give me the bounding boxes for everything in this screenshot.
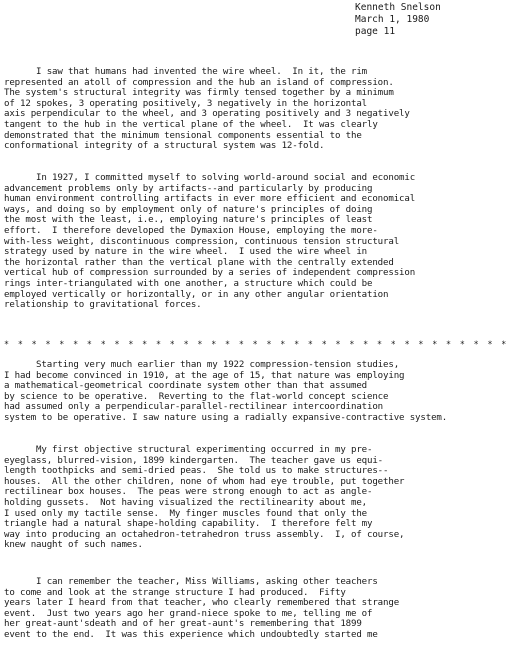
text-line: rectilinear box houses. The peas were strong enough to act as angle- [4, 486, 373, 498]
paragraph-dymaxion-house [4, 173, 512, 311]
text-line: My first objective structural experimenting occurred in my pre- [4, 444, 373, 455]
text-line: employed vertically or horizontally, or in any other angular orientation [4, 288, 389, 300]
author-name: Kenneth Snelson [355, 2, 441, 13]
text-line: way into producing an octahedron-tetrahedron truss assembly. I, of course, [4, 528, 405, 540]
text-line: In 1927, I committed myself to solving world-around social and economic [4, 172, 416, 183]
text-line: triangle had a natural shape-holding capability. I therefore felt my [4, 518, 373, 530]
text-line: human environment controlling artifacts in ever more efficient and economical [4, 193, 416, 205]
asterisk-divider: * * * * * * * * * * * * * * * * * * * * * * * * * * * * * * * * * * * * * [4, 339, 509, 350]
text-line: with-less weight, discontinuous compression, continuous tension structural [4, 235, 400, 247]
text-line: axis perpendicular to the wheel, and 3 operating positively and 3 negatively [4, 108, 410, 120]
text-line: the most with the least, i.e., employing nature's principles of least [4, 214, 373, 226]
text-line: a mathematical-geometrical coordinate system other than that assumed [4, 380, 368, 392]
text-line: event. Just two years ago her grand-niece spoke to me, telling me of [4, 607, 373, 619]
text-line: Starting very much earlier than my 1922 compression-tension studies, [4, 359, 400, 370]
paragraph-coordinate-system [4, 360, 512, 424]
text-line: The system's structural integrity was firmly tensed together by a minimum [4, 87, 394, 99]
text-line: by science to be operative. Reverting to the flat-world concept science [4, 390, 389, 402]
text-line: I had become convinced in 1910, at the age of 15, that nature was employing [4, 369, 405, 381]
text-line: houses. All the other children, none of whom had eye trouble, put together [4, 475, 405, 487]
text-line: her great-aunt'sdeath and of her great-aunt's remembering that 1899 [4, 618, 362, 630]
paragraph-wire-wheel [4, 67, 512, 152]
text-line: the horizontal rather than the vertical plane with the centrally extended [4, 256, 394, 268]
text-line: event to the end. It was this experience which undoubtedly started me [4, 628, 378, 640]
text-line: relationship to gravitational forces. [4, 299, 202, 311]
text-line: conformational integrity of a structural system was 12-fold. [4, 140, 325, 152]
page-number: page 11 [355, 26, 396, 37]
text-line: demonstrated that the minimum tensional components essential to the [4, 129, 362, 141]
text-line: I can remember the teacher, Miss Williams, asking other teachers [4, 576, 378, 587]
text-line: advancement problems only by artifacts--and particularly by producing [4, 182, 373, 194]
text-line: effort. I therefore developed the Dymaxion House, employing the more- [4, 224, 378, 236]
text-line: I saw that humans had invented the wire wheel. In it, the rim [4, 66, 368, 77]
letter-date: March 1, 1980 [355, 14, 430, 25]
text-line: knew naught of such names. [4, 539, 143, 551]
text-line: years later I heard from that teacher, who clearly remembered that strange [4, 597, 400, 609]
text-line: length toothpicks and semi-dried peas. She told us to make structures-- [4, 465, 389, 477]
page-header [355, 2, 441, 38]
text-line: vertical hub of compression surrounded by a series of independent compression [4, 267, 416, 279]
text-line: holding gussets. Not having visualized the rectilinearity about me, [4, 496, 368, 508]
text-line: ways, and doing so by employment only of nature's principles of doing [4, 203, 373, 215]
text-line: strategy used by nature in the wire wheel. I used the wire wheel in [4, 246, 368, 258]
text-line: had assumed only a perpendicular-parallel-rectilinear intercoordination [4, 401, 384, 413]
text-line: tangent to the hub in the vertical plane of the wheel. It was clearly [4, 118, 378, 130]
text-line: system to be operative. I saw nature using a radially expansive-contractive system. [4, 411, 448, 423]
text-line: represented an atoll of compression and the hub an island of compression. [4, 76, 394, 88]
paragraph-miss-williams [4, 577, 512, 641]
text-line: rings inter-triangulated with one another, a structure which could be [4, 277, 373, 289]
text-line: I used only my tactile sense. My finger muscles found that only the [4, 507, 368, 519]
text-line: to come and look at the strange structure I had produced. Fifty [4, 586, 346, 598]
text-line: of 12 spokes, 3 operating positively, 3 negatively in the horizontal [4, 97, 368, 109]
paragraph-kindergarten [4, 445, 512, 551]
text-line: eyeglass, blurred-vision, 1899 kindergarten. The teacher gave us equi- [4, 454, 384, 466]
